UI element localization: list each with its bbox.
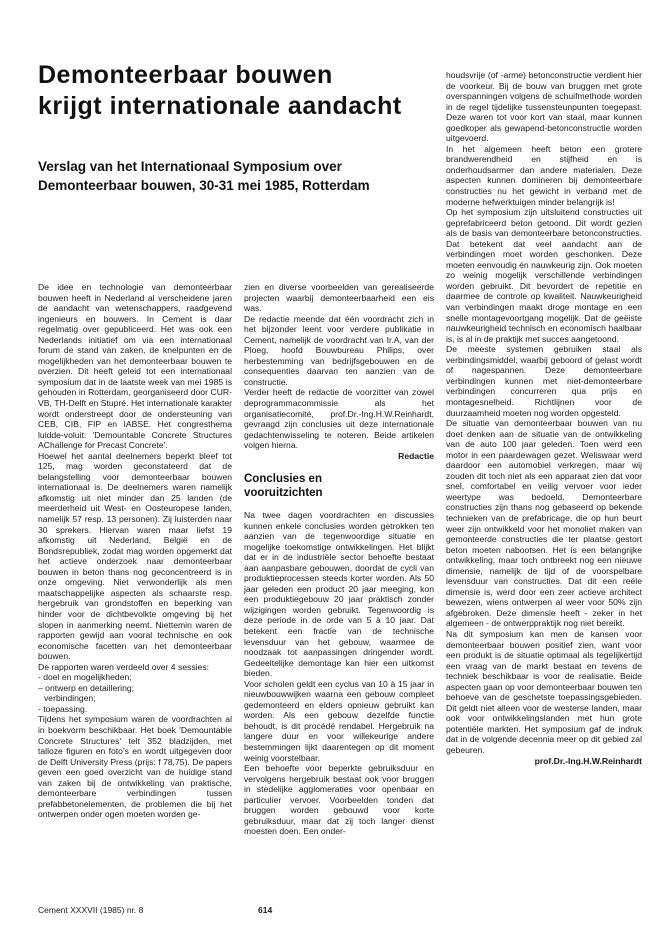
article-subtitle [38,157,438,195]
paragraph: Voor scholen geldt een cyclus van 10 à 15 jaar in nieuwbouwwijken waarna een gebouw compleet gedemonteerd en elders opnieuw gebruikt kan worden. Als een gebouw dezelfde functie behoudt, is dit procédé rendabel. Hergebruik na langere duur en voor willekeurige andere bestemmingen lijkt daarentegen op dit moment weinig voorstelbaar. [244,678,434,763]
paragraph: De idee en technologie van demonteerbaar bouwen heeft in Nederland al verscheidene jaren de aandacht van wetenschappers, raadgevend ingenieurs en bouwers. In Cement is daar regelmatig over gepubliceerd. Het was ook een Nederlands initiatief om via een internationaal forum de stand van zaken, de knelpunten en de mogelijkheden van het demonteerbaar bouwen te overzien. Dit heeft geleid tot een internationaal symposium dat in de laatste week van mei 1985 is gehouden in Rotterdam, georganiseerd door CUR-VB, TH-Delft en Stupré. Het internationale karakter wordt onderstreept door de ondersteuning van CEB, CIB, FIP en IABSE. Het congresthema luidde-voluit: 'Demountable Concrete Structures AChallenge for Precast Concrete'. [38,282,232,451]
paragraph: Na dit symposium kan men de kansen voor demonteerbaar bouwen positief zien, want voor een produkt is de situatie optimaal als tegelijkertijd een vraag van de markt bestaat en tevens de techniek beschikbaar is voor de realisatie. Beide aspecten gaan op voor demonteerbaar bouwen ten behoeve van de geschetste toepassingsgebieden. Dit geldt niet alleen voor de westerse landen, maar ook voor ontwikkelingslanden met hun grote potentiële markten. Het symposium gaf de indruk dat in de volgende decennia meer op dit gebied zal gebeuren. [446,628,642,755]
article-title-line-2: krijgt internationale aandacht [38,92,402,120]
paragraph: houdsvrije (of -arme) betonconstructie verdient hier de voorkeur. Bij de bouw van bruggen met grote overspanningen volgens de schuifmethode worden in de regel tijdelijke tussensteunpunten toegepast. Deze waren tot voor kort van staal, maar kunnen goedkoper als gewapend-betonconstructie worden uitgevoerd. [446,70,642,144]
editorial-signature: Redactie [398,450,434,461]
article-subtitle-line-2: Demonteerbaar bouwen, 30-31 mei 1985, Rotterdam [38,178,370,193]
paragraph: In het algemeen heeft beton een grotere brandwerendheid en stijfheid en is onderhoudsarmer dan andere materialen. Deze aspecten kunnen domineren bij demonteerbare constructies nu het gewicht in verband met de moderne hefwerktuigen minder belangrijk is! [446,143,642,207]
paragraph: zien en diverse voorbeelden van gerealiseerde projecten waarbij demonteerbaarheid een eis was. [244,282,434,314]
section-heading-line-2: vooruitzichten [244,487,323,499]
paragraph: Verder heeft de redactie de voorzitter van zowel deprogrammacommissie als het organisatiecomité, prof.Dr.-Ing.H.W.Reinhardt, gevraagd zijn conclusies uit deze internationale gedachtenwisseling te noteren. Beide artikelen volgen hierna. [244,387,434,451]
paragraph: De situatie van demonteerbaar bouwen van nu doet denken aan de situatie van de ontwikkeling van de auto 100 jaar geleden. Toen werd een motor in een paardewagen gezet. Weliswaar werd daardoor een automobiel verkregen, maar wij zouden dit toch niet als een apparaat zien dat voor snel, comfortabel en veilig vervoer voor ieder weertype was bedoeld. Demonteerbare constructies zijn thans nog gebaseerd op bekende technieken van de prefabricage, die op hun beurt weer zijn ontwikkeld voor het monoliet maken van gemonteerde constructies die ter plaatse gestort beton moeten nabootsen. Het is een belangrijke ontwikkeling, maar toch ontbreekt nog een nieuwe dimensie, namelijk de tijd of de voorspelbare levensduur van constructies. Dat dit een reële dimensie is, werd door een zeer actieve architect bewezen, wiens ontwerpen al weer voor 50% zijn afgebroken. Deze dimensie heeft - zeker in het algemeen - de ontwerppraktijk nog niet bereikt. [446,418,642,629]
list-item: – ontwerp en detaillering; [38,682,135,693]
text-column-2-top [244,282,434,461]
page-number: 614 [258,905,273,915]
paragraph: Tijdens het symposium waren de voordrachten al in boekvorm beschikbaar. Het boek 'Demountable Concrete Structures' telt 352 bladzijden, met talloze figuren en foto's en wordt uitgegeven door de Delft University Press (prijs: f 78,75). De papers geven een goed overzicht van de huidige stand van zaken bij de ontwikkeling van praktische, demonteerbare verbindingen tussen prefabbetonelementen, de problemen die bij het ontwerpen onder ogen moeten worden ge- [38,714,232,820]
article-subtitle-line-1: Verslag van het Internationaal Symposium over [38,159,342,174]
paragraph: Op het symposium zijn uitsluitend constructies uit geprefabriceerd beton getoond. Dit wordt gezien als de basis van demonteerbare betonconstructies. Dat betekent dat veel aandacht aan de verbindingen moet worden geschonken. Deze moeten eenvoudig én nauwkeurig zijn. Ook moeten zo weinig mogelijk verschillende verbindingen worden gebruikt. Dit bevordert de repetitie en daarmee de controle op kwaliteit. Nauwkeurigheid van verbindingen maakt droge montage en een snelle montagevoortgang mogelijk. Dat de geëiste nauwkeurigheid technisch en economisch haalbaar is, is al in de praktijk met succes aangetoond. [446,207,642,344]
section-heading [244,472,434,500]
list-item: - doel en mogelijkheden; [38,672,132,683]
text-column-2-bottom [244,510,434,890]
paragraph: De rapporten waren verdeeld over 4 sessies: [38,661,210,672]
section-heading-line-1: Conclusies en [244,473,322,485]
paragraph: Hoewel het aantal deelnemers beperkt bleef tot 125, mag worden geconstateerd dat de belangstelling voor demonteerbaar bouwen internationaal is. De deelnemers waren namelijk afkomstig uit niet minder dan 25 landen (de meerderheid uit West- en Oosteuropese landen, namelijk 57 resp. 13 personen). Zij luisterden naar 30 sprekers. Hiervan waren maar liefst 19 afkomstig uit Nederland, België en de Bondsrepubliek, zodat mag worden opgemerkt dat het actieve onderzoek naar demonteerbaar bouwen in beton thans nog geconcentreerd is in onze omgeving. Niet verwonderlijk als men maatschappelijke aspecten als schaarste resp. hergebruik van grondstoffen en beperking van hinder voor de dichtbevolkte omgeving bij het slopen in aanmerking neemt. Niettemin waren de rapporten gewijd aan vooral technische en ook economische facetten van het demonteerbaar bouwen. [38,450,232,662]
text-column-3 [446,70,642,865]
article-title-line-1: Demonteerbaar bouwen [38,61,333,89]
article-title [38,60,458,122]
text-column-1 [38,282,232,872]
author-signature: prof.Dr.-Ing.H.W.Reinhardt [534,755,642,766]
paragraph: De redactie meende dat één voordracht zich in het bijzonder leent voor verdere publikatie in Cement, namelijk de voordracht van Ir.A, van der Ploeg, hoofd Bouwbureau Philips, over herbestemming van bedrijfsgebouwen en de consequenties daarvan ten aanzien van de constructie. [244,313,434,387]
paragraph: De meeste systemen gebruiken staal als verbindingsmiddel, waarbij geboord of gelast wordt of nagespannen. Deze demonteerbare verbindingen kunnen met niet-demonteerbare verbindingen concurreren qua prijs en montagesnelheid. Richtlijnen voor de duurzaamheid moeten nog worden opgesteld. [446,344,642,418]
paragraph: Een behoefte voor beperkte gebruiksduur en vervolgens hergebruik bestaat ook voor bruggen in stedelijke agglomeraties voor openbaar en particulier vervoer. Voorbeelden tonden dat bruggen worden gebouwd voor korte gebruiksduur, maar dat zij toch langer dienst moesten doen. Een onder- [244,763,434,837]
journal-footer: Cement XXXVII (1985) nr. 8 [38,905,144,915]
list-item: - toepassing. [38,703,88,714]
list-item: verbindingen; [44,693,96,704]
paragraph: Na twee dagen voordrachten en discussies kunnen enkele conclusies worden getrokken ten aanzien van de tegenwoordige situatie en mogelijke toekomstige ontwikkelingen. Het blijkt dat er in de industriële sector behoefte bestaat aan aanpasbare gebouwen, doordat de cycli van produktieprocessen steeds korter worden. Als 50 jaar geleden een product 20 jaar meeging, kon een produktiegebouw 20 jaar praktisch zonder wijzigingen worden gebruikt. Tegenwoordig is deze periode in de orde van 5 à 10 jaar. Dat betekent een fractie van de technische levensduur van het gebouw, waarmee de noodzaak tot aanpassingen dringender wordt. Gedeeltelijke demontage kan hier een uitkomst bieden. [244,510,434,679]
